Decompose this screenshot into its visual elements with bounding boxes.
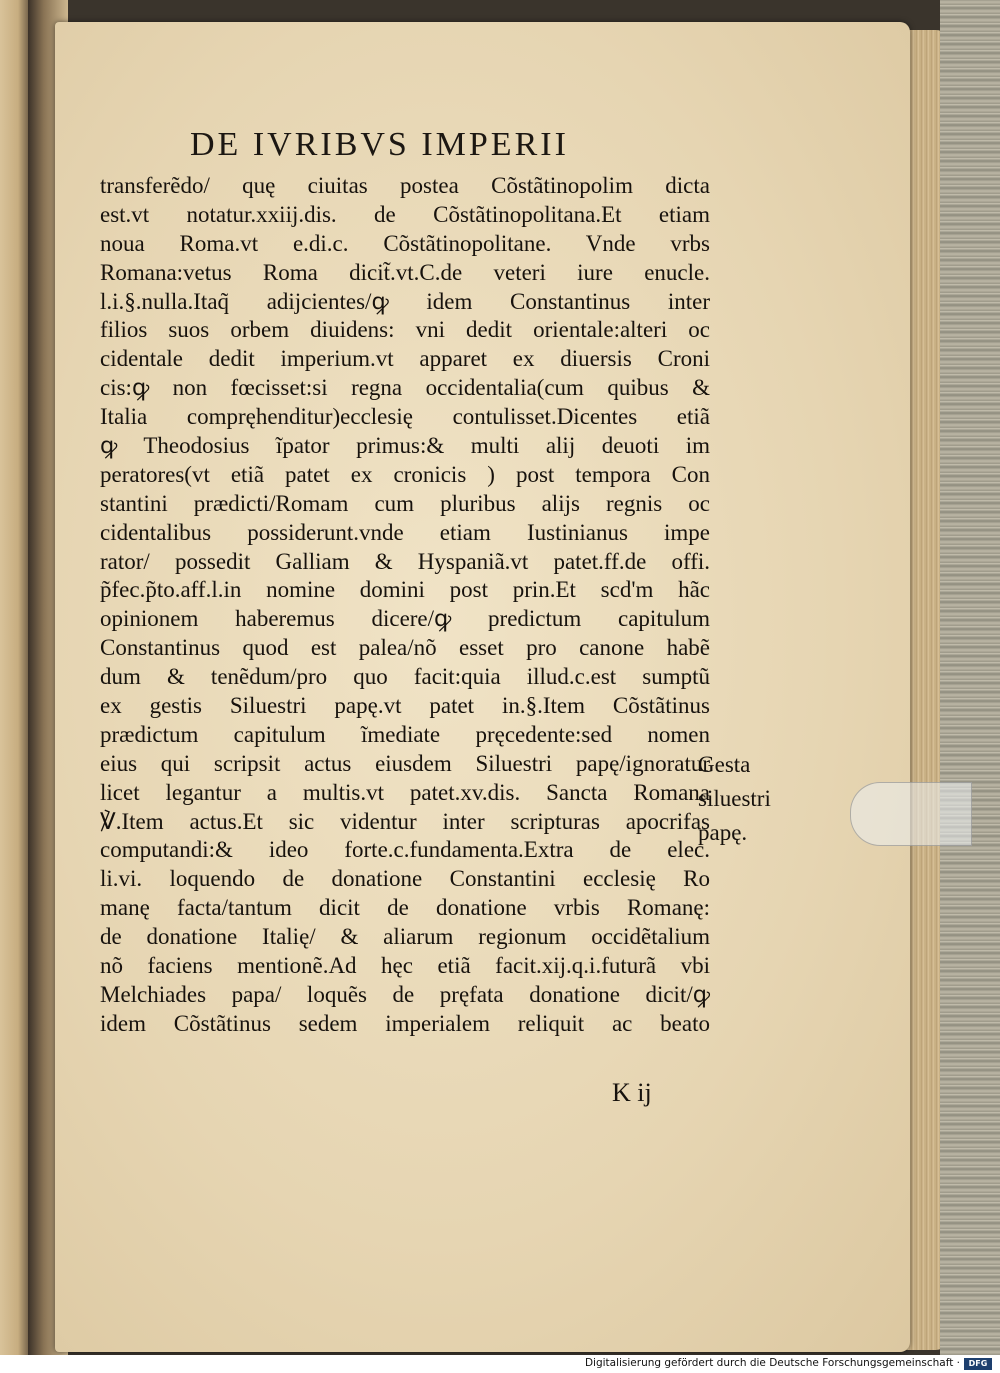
text-line: Italia compręhenditur)ecclesię contulisset.Dicentes etiã: [100, 404, 710, 430]
text-line: Romana:vetus Roma dicit̃.vt.C.de veteri iure enucle.: [100, 259, 710, 285]
text-line: li.vi. loquendo de donatione Constantini ecclesię Ro: [100, 866, 710, 892]
text-line: manę facta/tantum dicit de donatione vrbis Romanę:: [100, 895, 710, 921]
text-line: cidentale dedit imperium.vt apparet ex diuersis Croni: [100, 346, 710, 372]
text-line: transferẽdo/ quę ciuitas postea Cõstãtinopolim dicta: [100, 173, 710, 198]
text-line: computandi:& ideo forte.c.fundamenta.Extra de elec.: [100, 837, 710, 863]
text-line: cis:ꝙ non fœcisset:si regna occidentalia(cum quibus &: [100, 375, 710, 401]
text-line: noua Roma.vt e.di.c. Cõstãtinopolitane. Vnde vrbs: [100, 230, 710, 256]
margin-note-line: siluestri: [698, 786, 771, 811]
text-line: ℣.Item actus.Et sic videntur inter scripturas apocrifas: [100, 808, 710, 834]
funding-credit: Digitalisierung gefördert durch die Deutsche Forschungsgemeinschaft ·: [584, 1357, 960, 1369]
text-line: rator/ possedit Galliam & Hyspaniã.vt patet.ff.de offi.: [100, 548, 710, 574]
text-line: de donatione Italię/ & aliarum regionum occidẽtalium: [100, 924, 710, 950]
cover-edge: [940, 0, 1000, 1355]
running-head: DE IVRIBVS IMPERII: [190, 126, 569, 163]
text-line: Melchiades papa/ loquẽs de pręfata donatione dicit/ꝙ: [100, 981, 710, 1007]
margin-note-line: Gesta: [698, 752, 751, 777]
text-line: peratores(vt etiã patet ex cronicis ) post tempora Con: [100, 461, 710, 487]
text-line: opinionem haberemus dicere/ꝙ predictum capitulum: [100, 606, 710, 632]
text-line: est.vt notatur.xxiij.dis. de Cõstãtinopolitana.Et etiam: [100, 201, 710, 227]
text-line: l.i.§.nulla.Itaq̃ adijcientes/ꝙ idem Constantinus inter: [100, 288, 710, 314]
dfg-logo: DFG: [964, 1358, 992, 1370]
text-line: eius qui scripsit actus eiusdem Siluestri papę/ignoratur: [100, 750, 710, 776]
text-line: nõ faciens mentionẽ.Ad hęc etiã facit.xij.q.i.futurã vbi: [100, 953, 710, 979]
left-page-edge: [0, 0, 30, 1355]
text-line: ex gestis Siluestri papę.vt patet in.§.Item Cõstãtinus: [100, 693, 710, 719]
text-line: filios suos orbem diuidens: vni dedit orientale:alteri oc: [100, 317, 710, 343]
text-line: licet legantur a multis.vt patet.xv.dis. Sancta Romana: [100, 779, 710, 805]
body-text: [100, 172, 710, 1039]
text-line: idem Cõstãtinus sedem imperialem reliquit ac beato: [100, 1010, 710, 1036]
text-line: stantini prædicti/Romam cum pluribus alijs regnis oc: [100, 490, 710, 516]
text-line: dum & tenẽdum/pro quo facit:quia illud.c.est sumptũ: [100, 664, 710, 690]
margin-note-line: papę.: [698, 820, 748, 845]
text-line: ꝙ Theodosius ĩpator primus:& multi alij deuoti im: [100, 433, 710, 459]
text-line: Constantinus quod est palea/nõ esset pro canone habẽ: [100, 635, 710, 661]
signature-mark: K ij: [612, 1078, 652, 1107]
text-line: prædictum capitulum ĩmediate pręcedente:sed nomen: [100, 721, 710, 747]
margin-note: [698, 748, 808, 850]
bookmark-tab: [850, 782, 972, 846]
text-line: p̃fec.p̃to.aff.l.in nomine domini post prin.Et scd'm hãc: [100, 577, 710, 603]
text-line: cidentalibus possiderunt.vnde etiam Iustinianus impe: [100, 519, 710, 545]
